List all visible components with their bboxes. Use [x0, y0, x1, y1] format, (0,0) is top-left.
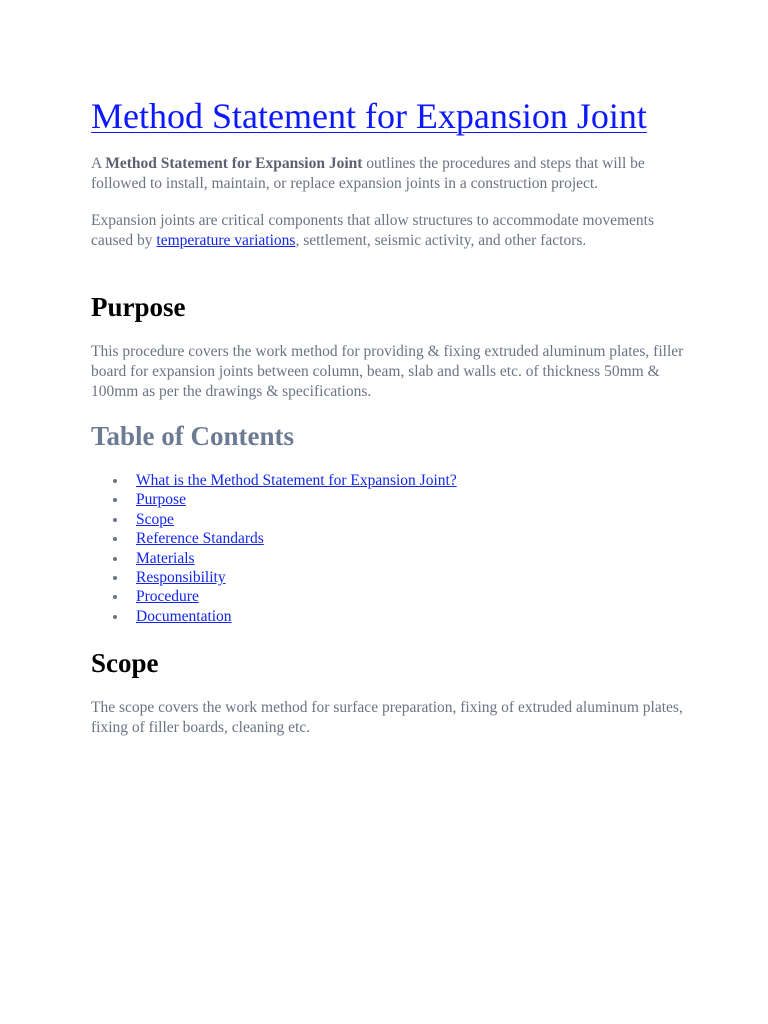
temperature-variations-link[interactable]: temperature variations — [156, 232, 296, 249]
toc-heading: Table of Contents — [91, 421, 295, 451]
toc-link-scope[interactable]: Scope — [136, 510, 174, 528]
bullet-icon — [113, 615, 117, 619]
bullet-icon — [113, 557, 117, 561]
bullet-icon — [113, 518, 117, 522]
intro-bold-term: Method Statement for Expansion Joint — [105, 155, 363, 172]
intro-suffix: outlines the procedures and steps that will be followed to install, maintain, or replace expansion joints in a construction project. — [91, 155, 645, 192]
second-after: , settlement, seismic activity, and other factors. — [295, 232, 587, 249]
toc-link-responsibility[interactable]: Responsibility — [136, 569, 226, 587]
intro-prefix: A — [91, 155, 106, 172]
expansion-joints-paragraph — [91, 211, 691, 251]
toc-link-reference-standards[interactable]: Reference Standards — [136, 530, 264, 548]
toc-list — [91, 471, 457, 626]
toc-link-what-is[interactable]: What is the Method Statement for Expansion Joint? — [136, 472, 457, 489]
bullet-icon — [113, 576, 117, 580]
toc-item — [136, 607, 457, 626]
bullet-icon — [113, 479, 117, 483]
scope-paragraph: The scope covers the work method for surface preparation, fixing of extruded aluminum plates, fixing of filler boards, cleaning etc. — [91, 699, 683, 736]
title-link[interactable]: Method Statement for Expansion Joint — [91, 96, 647, 136]
purpose-heading: Purpose — [91, 292, 186, 322]
toc-link-materials[interactable]: Materials — [136, 549, 195, 567]
page-title — [91, 92, 647, 140]
toc-item — [136, 471, 457, 490]
toc-item — [136, 568, 457, 587]
intro-paragraph — [91, 154, 691, 194]
toc-item — [136, 490, 457, 509]
scope-heading: Scope — [91, 648, 159, 678]
bullet-icon — [113, 595, 117, 599]
toc-item — [136, 549, 457, 568]
toc-item — [136, 510, 457, 529]
purpose-paragraph: This procedure covers the work method for providing & fixing extruded aluminum plates, filler board for expansion joints between column, beam, slab and walls etc. of thickness 50mm & 100mm as per the drawings & specifications. — [91, 343, 684, 400]
toc-link-documentation[interactable]: Documentation — [136, 607, 232, 625]
toc-link-purpose[interactable]: Purpose — [136, 491, 186, 509]
toc-item — [136, 529, 457, 548]
bullet-icon — [113, 498, 117, 502]
bullet-icon — [113, 537, 117, 541]
toc-item — [136, 587, 457, 606]
second-before: Expansion joints are critical components that allow structures to accommodate movements caused by — [91, 212, 655, 249]
toc-link-procedure[interactable]: Procedure — [136, 588, 199, 606]
